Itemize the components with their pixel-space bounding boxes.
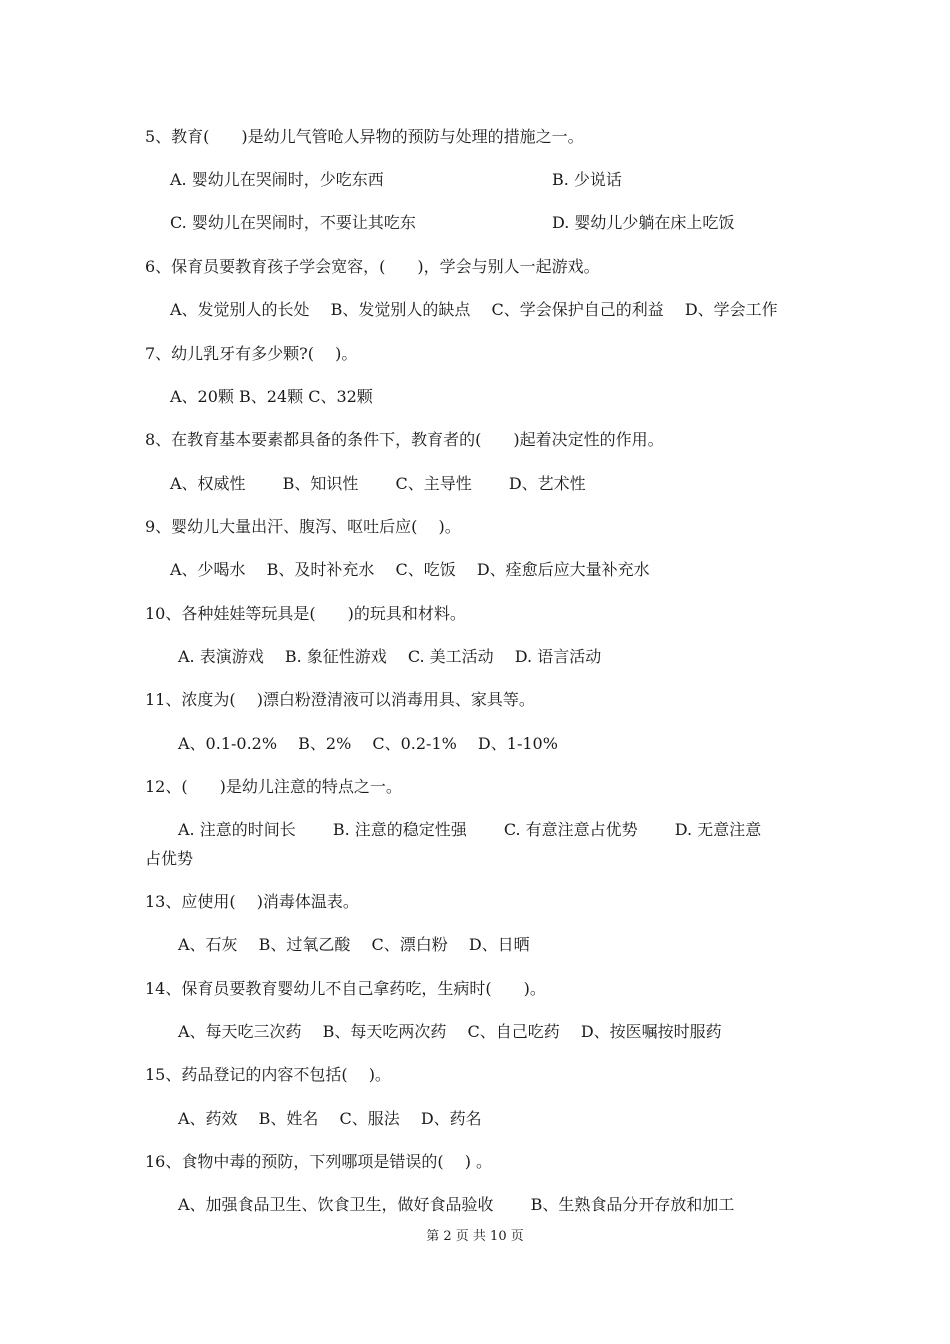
question-14-options: A、每天吃三次药 B、每天吃两次药 C、自己吃药 D、按医嘱按时服药 bbox=[178, 1022, 722, 1041]
question-5-option-d: D. 婴幼儿少躺在床上吃饭 bbox=[552, 213, 735, 232]
question-9-stem: 9、婴幼儿大量出汗、腹泻、呕吐后应( )。 bbox=[145, 517, 461, 536]
question-5-option-a: A. 婴幼儿在哭闹时，少吃东西 bbox=[170, 170, 384, 189]
question-6-options: A、发觉别人的长处 B、发觉别人的缺点 C、学会保护自己的利益 D、学会工作 bbox=[170, 300, 778, 319]
question-10-options: A. 表演游戏 B. 象征性游戏 C. 美工活动 D. 语言活动 bbox=[178, 647, 602, 666]
question-16-stem: 16、食物中毒的预防，下列哪项是错误的( ) 。 bbox=[145, 1152, 493, 1171]
question-7-options: A、20颗 B、24颗 C、32颗 bbox=[170, 387, 373, 406]
question-5-option-c: C. 婴幼儿在哭闹时，不要让其吃东 bbox=[170, 213, 416, 232]
question-14-stem: 14、保育员要教育婴幼儿不自己拿药吃，生病时( )。 bbox=[145, 979, 546, 998]
question-13-stem: 13、应使用( )消毒体温表。 bbox=[145, 892, 359, 911]
question-15-stem: 15、药品登记的内容不包括( )。 bbox=[145, 1065, 391, 1084]
question-12-stem: 12、( )是幼儿注意的特点之一。 bbox=[145, 777, 402, 796]
question-11-stem: 11、浓度为( )漂白粉澄清液可以消毒用具、家具等。 bbox=[145, 690, 535, 709]
question-5-option-b: B. 少说话 bbox=[552, 170, 622, 189]
page-number-footer: 第 2 页 共 10 页 bbox=[426, 1229, 524, 1244]
question-16-options: A、加强食品卫生、饮食卫生，做好食品验收 B、生熟食品分开存放和加工 bbox=[178, 1195, 735, 1214]
question-7-stem: 7、幼儿乳牙有多少颗?( )。 bbox=[145, 344, 358, 363]
question-12-options-wrap: 占优势 bbox=[145, 849, 194, 868]
question-5-stem: 5、教育( )是幼儿气管呛人异物的预防与处理的措施之一。 bbox=[145, 127, 584, 146]
question-12-options: A. 注意的时间长 B. 注意的稳定性强 C. 有意注意占优势 D. 无意注意 bbox=[178, 820, 762, 839]
question-11-options: A、0.1-0.2% B、2% C、0.2-1% D、1-10% bbox=[178, 734, 558, 753]
question-10-stem: 10、各种娃娃等玩具是( )的玩具和材料。 bbox=[145, 604, 466, 623]
question-6-stem: 6、保育员要教育孩子学会宽容，( )，学会与别人一起游戏。 bbox=[145, 257, 600, 276]
question-13-options: A、石灰 B、过氧乙酸 C、漂白粉 D、日晒 bbox=[178, 935, 530, 954]
question-9-options: A、少喝水 B、及时补充水 C、吃饭 D、痊愈后应大量补充水 bbox=[170, 560, 650, 579]
question-15-options: A、药效 B、姓名 C、服法 D、药名 bbox=[178, 1109, 482, 1128]
question-8-stem: 8、在教育基本要素都具备的条件下，教育者的( )起着决定性的作用。 bbox=[145, 430, 664, 449]
question-8-options: A、权威性 B、知识性 C、主导性 D、艺术性 bbox=[170, 474, 586, 493]
